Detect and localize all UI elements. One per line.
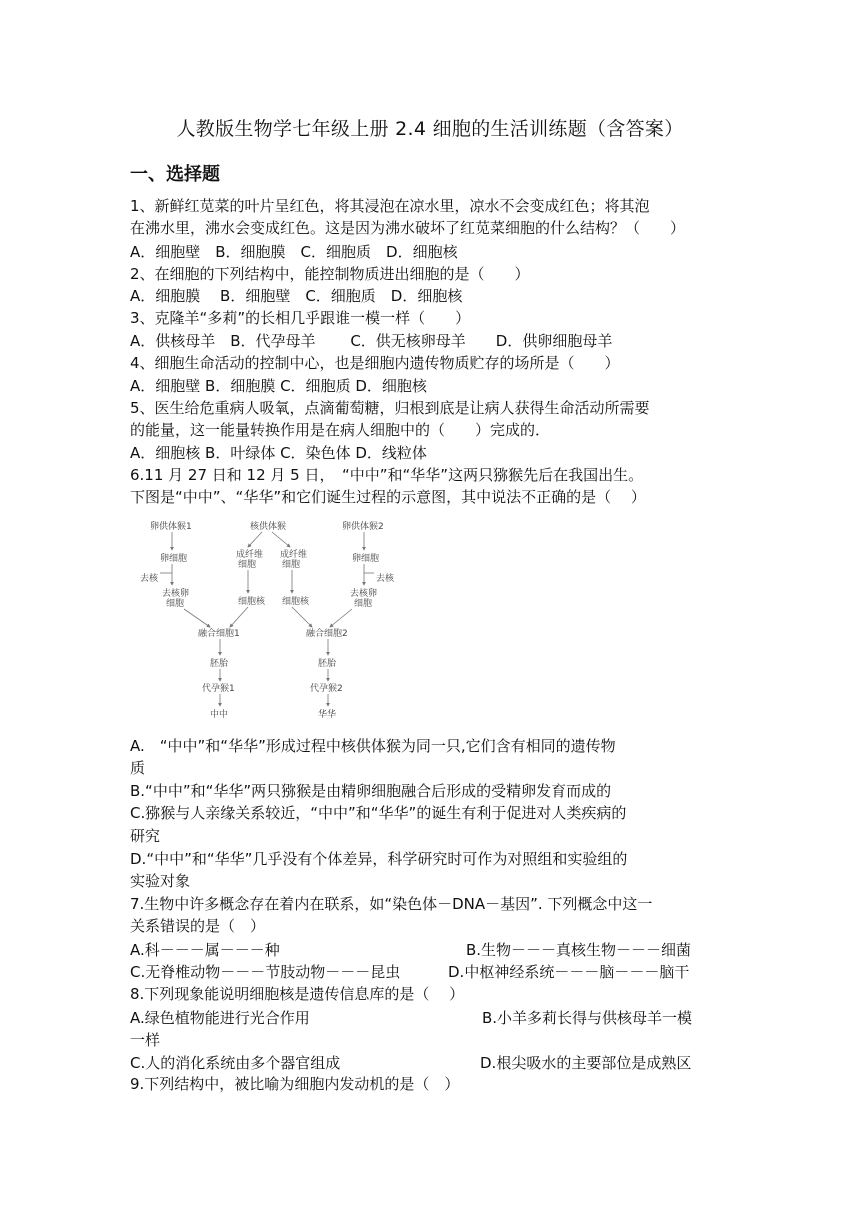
egg-cell-1-label: 卵细胞 (160, 554, 188, 564)
q7-option-c: C.无脊椎动物－－－节肢动物－－－昆虫 (130, 963, 401, 981)
fibroblast-1a-label: 成纤维 (236, 550, 264, 560)
egg-donor-1-label: 卵供体猴1 (150, 522, 192, 532)
zhongzhong-label: 中中 (210, 710, 229, 720)
text-line: 研究 (130, 827, 161, 845)
text-line: A．供核母羊 B．代孕母羊 C．供无核卵母羊 D．供卵细胞母羊 (130, 332, 613, 350)
text-line: B.“中中”和“华华”两只猕猴是由精卵细胞融合后形成的受精卵发育而成的 (130, 782, 612, 800)
text-line: 质 (130, 759, 146, 777)
q8-stem: 8.下列现象能说明细胞核是遗传信息库的是（ ） (130, 985, 465, 1003)
q8-option-b-cont: 一样 (130, 1031, 161, 1049)
fibroblast-1b-label: 细胞 (238, 560, 257, 570)
egg-donor-2-label: 卵供体猴2 (342, 522, 384, 532)
text-line: 6.11 月 27 日和 12 月 5 日， “中中”和“华华”这两只猕猴先后在我国出生。 (130, 466, 644, 484)
text-line: A．细胞壁 B．细胞膜 C．细胞质 D．细胞核 (130, 377, 427, 395)
text-line: 5、医生给危重病人吸氧，点滴葡萄糖，归根到底是让病人获得生命活动所需要 (130, 399, 650, 417)
surrogate-2-label: 代孕猴2 (310, 684, 343, 694)
fused-cell-1-label: 融合细胞1 (198, 629, 240, 639)
page-title: 人教版生物学七年级上册 2.4 细胞的生活训练题（含答案） (176, 118, 684, 140)
enucleated-1a-label: 去核卵 (162, 589, 190, 599)
q8-option-b: B.小羊多莉长得与供核母羊一模 (482, 1009, 693, 1027)
fibroblast-2a-label: 成纤维 (280, 550, 308, 560)
enucleated-2a-label: 去核卵 (350, 589, 378, 599)
remove-nucleus-1-label: 去核 (140, 574, 159, 584)
text-line: A．细胞核 B．叶绿体 C．染色体 D．线粒体 (130, 444, 427, 462)
q7-option-d: D.中枢神经系统－－－脑－－－脑干 (448, 963, 690, 981)
fibroblast-2b-label: 细胞 (282, 560, 301, 570)
text-line: 7.生物中许多概念存在着内在联系，如“染色体－DNA－基因”. 下列概念中这一 (130, 895, 653, 913)
nucleus-donor-label: 核供体猴 (250, 522, 287, 532)
text-line: 实验对象 (130, 872, 191, 890)
cell-nucleus-2-label: 细胞核 (282, 597, 310, 607)
surrogate-1-label: 代孕猴1 (202, 684, 235, 694)
text-line: C.猕猴与人亲缘关系较近，“中中”和“华华”的诞生有利于促进对人类疾病的 (130, 804, 627, 822)
cloning-flow-diagram (140, 517, 395, 722)
q9-stem: 9.下列结构中，被比喻为细胞内发动机的是（ ） (130, 1075, 460, 1093)
section-heading: 一、选择题 (130, 164, 220, 185)
text-line: 的能量，这一能量转换作用是在病人细胞中的（ ）完成的． (130, 421, 551, 439)
text-line: D.“中中”和“华华”几乎没有个体差异，科学研究时可作为对照组和实验组的 (130, 850, 628, 868)
egg-cell-2-label: 卵细胞 (352, 554, 380, 564)
text-line: 4、细胞生命活动的控制中心，也是细胞内遗传物质贮存的场所是（ ） (130, 354, 620, 372)
text-line: 3、克隆羊“多莉”的长相几乎跟谁一模一样（ ） (130, 309, 471, 327)
embryo-2-label: 胚胎 (318, 659, 337, 669)
text-line: 关系错误的是（ ） (130, 917, 266, 935)
remove-nucleus-2-label: 去核 (376, 574, 395, 584)
enucleated-1b-label: 细胞 (166, 599, 185, 609)
enucleated-2b-label: 细胞 (354, 599, 373, 609)
embryo-1-label: 胚胎 (210, 659, 229, 669)
huahua-label: 华华 (318, 710, 337, 720)
text-line: 下图是“中中”、“华华”和它们诞生过程的示意图，其中说法不正确的是（ ） (130, 488, 646, 506)
cell-nucleus-1-label: 细胞核 (238, 597, 266, 607)
q7-option-a: A.科－－－属－－－种 (130, 941, 280, 959)
q8-option-c: C.人的消化系统由多个器官组成 (130, 1054, 341, 1072)
q7-option-b: B.生物－－－真核生物－－－细菌 (466, 941, 692, 959)
text-line: A．细胞膜 B．细胞壁 C．细胞质 D．细胞核 (130, 287, 463, 305)
text-line: 2、在细胞的下列结构中，能控制物质进出细胞的是（ ） (130, 265, 530, 283)
text-line: A. “中中”和“华华”形成过程中核供体猴为同一只,它们含有相同的遗传物 (130, 737, 616, 755)
q8-option-a: A.绿色植物能进行光合作用 (130, 1009, 310, 1027)
q8-option-d: D.根尖吸水的主要部位是成熟区 (480, 1054, 692, 1072)
fused-cell-2-label: 融合细胞2 (306, 629, 348, 639)
text-line: A．细胞壁 B．细胞膜 C．细胞质 D．细胞核 (130, 243, 458, 261)
text-line: 1、新鲜红苋菜的叶片呈红色，将其浸泡在凉水里，凉水不会变成红色；将其泡 (130, 197, 650, 215)
text-line: 在沸水里，沸水会变成红色。这是因为沸水破坏了红苋菜细胞的什么结构？（ ） (130, 219, 686, 237)
